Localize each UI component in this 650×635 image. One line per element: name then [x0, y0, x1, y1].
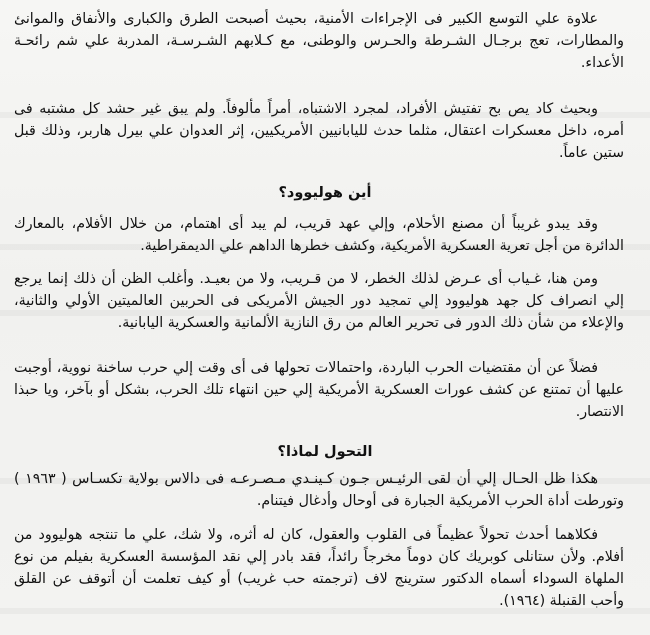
paragraph-absence	[14, 268, 624, 334]
paragraph-cold-war	[14, 357, 624, 423]
paragraph-text: فضلاً عن أن مقتضيات الحرب الباردة، واحتمالات تحولها فى أى وقت إلي حرب ساخنة نووية، أوجبت عليها أن تمتنع عن كشف عورات العسكرية الأمريكية إلي حين انتهاء تلك الحرب، بشكل أو بآخر، ويا حبذا الانتصار.	[14, 360, 624, 420]
paragraph-security-measures	[14, 8, 624, 74]
paragraph-suspicion	[14, 98, 624, 164]
paragraph-kubrick	[14, 524, 624, 612]
paragraph-text: وبحيث كاد يص بح تفتيش الأفراد، لمجرد الاشتباه، أمراً مألوفاً. ولم يبق غير حشد كل مشتبه فى أمره، داخل معسكرات اعتقال، مثلما حدث لليابانيين الأمريكيين، إثر العدوان علي بيرل هاربر، وذلك قبل ستين عاماً.	[14, 101, 624, 161]
section-heading-where-is-hollywood: أين هوليوود؟	[278, 185, 372, 201]
paragraph-text: علاوة علي التوسع الكبير فى الإجراءات الأمنية، بحيث أصبحت الطرق والكبارى والأنفاق والموانئ والمطارات، تعج برجـال الشـرطة والحـرس والوطنى، مع كـلابهم الشـرسـة، المدربة علي شم رائحـة الأعداء.	[14, 11, 624, 71]
paragraph-text: وقد يبدو غريباً أن مصنع الأحلام، وإلي عهد قريب، لم يبد أى اهتمام، من خلال الأفلام، بالمعارك الدائرة من أجل تعرية العسكرية الأمريكية، وكشف خطرها الداهم علي الديمقراطية.	[14, 216, 624, 254]
paragraph-text: ومن هنا، غـياب أى عـرض لذلك الخطر، لا من قـريب، ولا من بعيـد. وأغلب الظن أن ذلك إنما يرجع إلي انصراف كل جهد هوليوود إلي تمجيد دور الجيش الأمريكى فى الحربين العالميتين الأولي والثانية، والإعلاء من شأن ذلك الدور فى تحرير العالم من رق النازية الألمانية والعسكرية اليابانية.	[14, 271, 624, 331]
paragraph-kennedy	[14, 468, 624, 512]
section-heading-why-the-shift: التحول لماذا؟	[277, 444, 373, 460]
paragraph-dream-factory	[14, 213, 624, 257]
paragraph-text: هكذا ظل الحـال إلي أن لقى الرئيـس جـون كـينـدي مـصـرعـه فى دالاس بولاية تكسـاس ( ١٩٦٣ ) وتورطت أداة الحرب الأمريكية الجبارة فى أوحال وأدغال فيتنام.	[14, 471, 624, 509]
paragraph-text: فكلاهما أحدث تحولاً عظيماً فى القلوب والعقول، كان له أثره، ولا شك، علي ما تنتجه هوليوود من أفلام. ولأن ستانلى كوبريك كان دوماً مخرجاً رائداً، فقد بادر إلي نقد المؤسسة العسكرية بفيلم من نوع الملهاة السوداء أسماه الدكتور سترينج لاف (ترجمته حب غريب) أو كيف تعلمت أن أتوقف عن القلق وأحب القنبلة (١٩٦٤).	[14, 527, 624, 609]
